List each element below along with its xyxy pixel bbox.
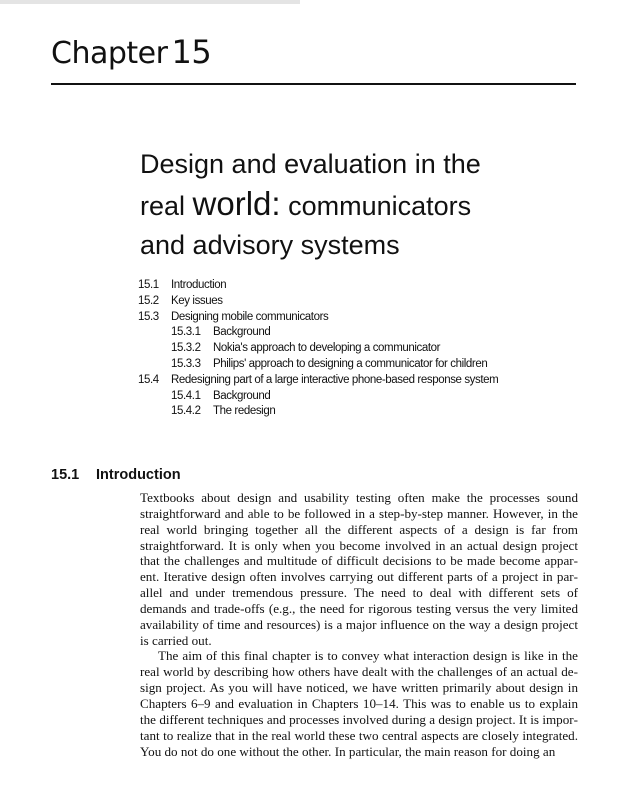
- toc-number: 15.3.2: [171, 342, 201, 355]
- chapter-title: [140, 145, 560, 265]
- toc-subitem: [138, 357, 578, 373]
- toc-subitem: [138, 341, 578, 357]
- toc-label: Designing mobile communicators: [171, 310, 329, 323]
- title-line-3: and advisory systems: [140, 230, 400, 260]
- chapter-word: Chapter: [51, 36, 168, 71]
- title-line-2-pre: real: [140, 191, 193, 221]
- toc-number: 15.4.1: [171, 389, 201, 402]
- toc-label: Key issues: [171, 294, 223, 307]
- toc-item: [138, 294, 578, 310]
- toc-number: 15.3: [138, 310, 159, 323]
- body-text: [140, 490, 578, 759]
- toc-label: Background: [213, 389, 271, 402]
- toc-number: 15.1: [138, 279, 159, 291]
- paragraph: Textbooks about design and usability testing often make the processes sound straightforward and able to be followed in a step-by-step manner. However, in the real world bringing together all the different aspects of a design is far from straightforward. It is only when you become involved in an actual design project that the challenges and multitude of difficult decisions to be made become apparent. Iterative design often involves carrying out different parts of a project in parallel and under tremendous pressure. The need to deal with different sets of demands and trade-offs (e.g., the need for rigorous testing versus the very limited availability of time and resources) is a major influence on the way a design project is carried out.: [140, 490, 578, 648]
- chapter-label: [51, 33, 212, 71]
- chapter-number: 15: [171, 33, 212, 71]
- toc-subitem: [138, 389, 578, 405]
- toc-label: Introduction: [171, 279, 227, 291]
- toc-subitem: [138, 325, 578, 341]
- toc-label: Nokia's approach to developing a communicator: [213, 342, 441, 355]
- title-emphasis-word: world:: [192, 185, 281, 222]
- chapter-rule: [51, 83, 576, 85]
- title-line-2-post: communicators: [280, 191, 472, 221]
- section-heading: [51, 466, 181, 484]
- toc-label: Redesigning part of a large interactive phone-based response system: [171, 373, 499, 386]
- table-of-contents: [138, 278, 578, 420]
- paragraph: The aim of this final chapter is to convey what interaction design is like in the real world by describing how others have dealt with the challenges of an actual design project. As you will have noticed, we have written primarily about design in Chapters 6–9 and evaluation in Chapters 10–14. This was to enable us to explain the different techniques and processes involved during a design project. It is important to realize that in the real world these two central aspects are closely integrated. You do not do one without the other. In particular, the main reason for doing an: [140, 648, 578, 759]
- title-line-2: [140, 184, 560, 226]
- toc-number: 15.3.3: [171, 357, 201, 370]
- toc-item: [138, 278, 578, 294]
- toc-item: [138, 310, 578, 326]
- toc-number: 15.2: [138, 294, 159, 307]
- title-line-1: Design and evaluation in the: [140, 149, 481, 179]
- toc-number: 15.3.1: [171, 326, 201, 339]
- section-title: Introduction: [96, 467, 181, 483]
- toc-subitem: [138, 404, 578, 420]
- toc-number: 15.4: [138, 373, 159, 386]
- toc-item: [138, 373, 578, 389]
- section-number: 15.1: [51, 467, 80, 483]
- toc-number: 15.4.2: [171, 405, 201, 418]
- toc-label: The redesign: [213, 405, 276, 418]
- toc-label: Philips' approach to designing a communicator for children: [213, 357, 488, 370]
- scan-edge: [0, 0, 300, 4]
- toc-label: Background: [213, 326, 271, 339]
